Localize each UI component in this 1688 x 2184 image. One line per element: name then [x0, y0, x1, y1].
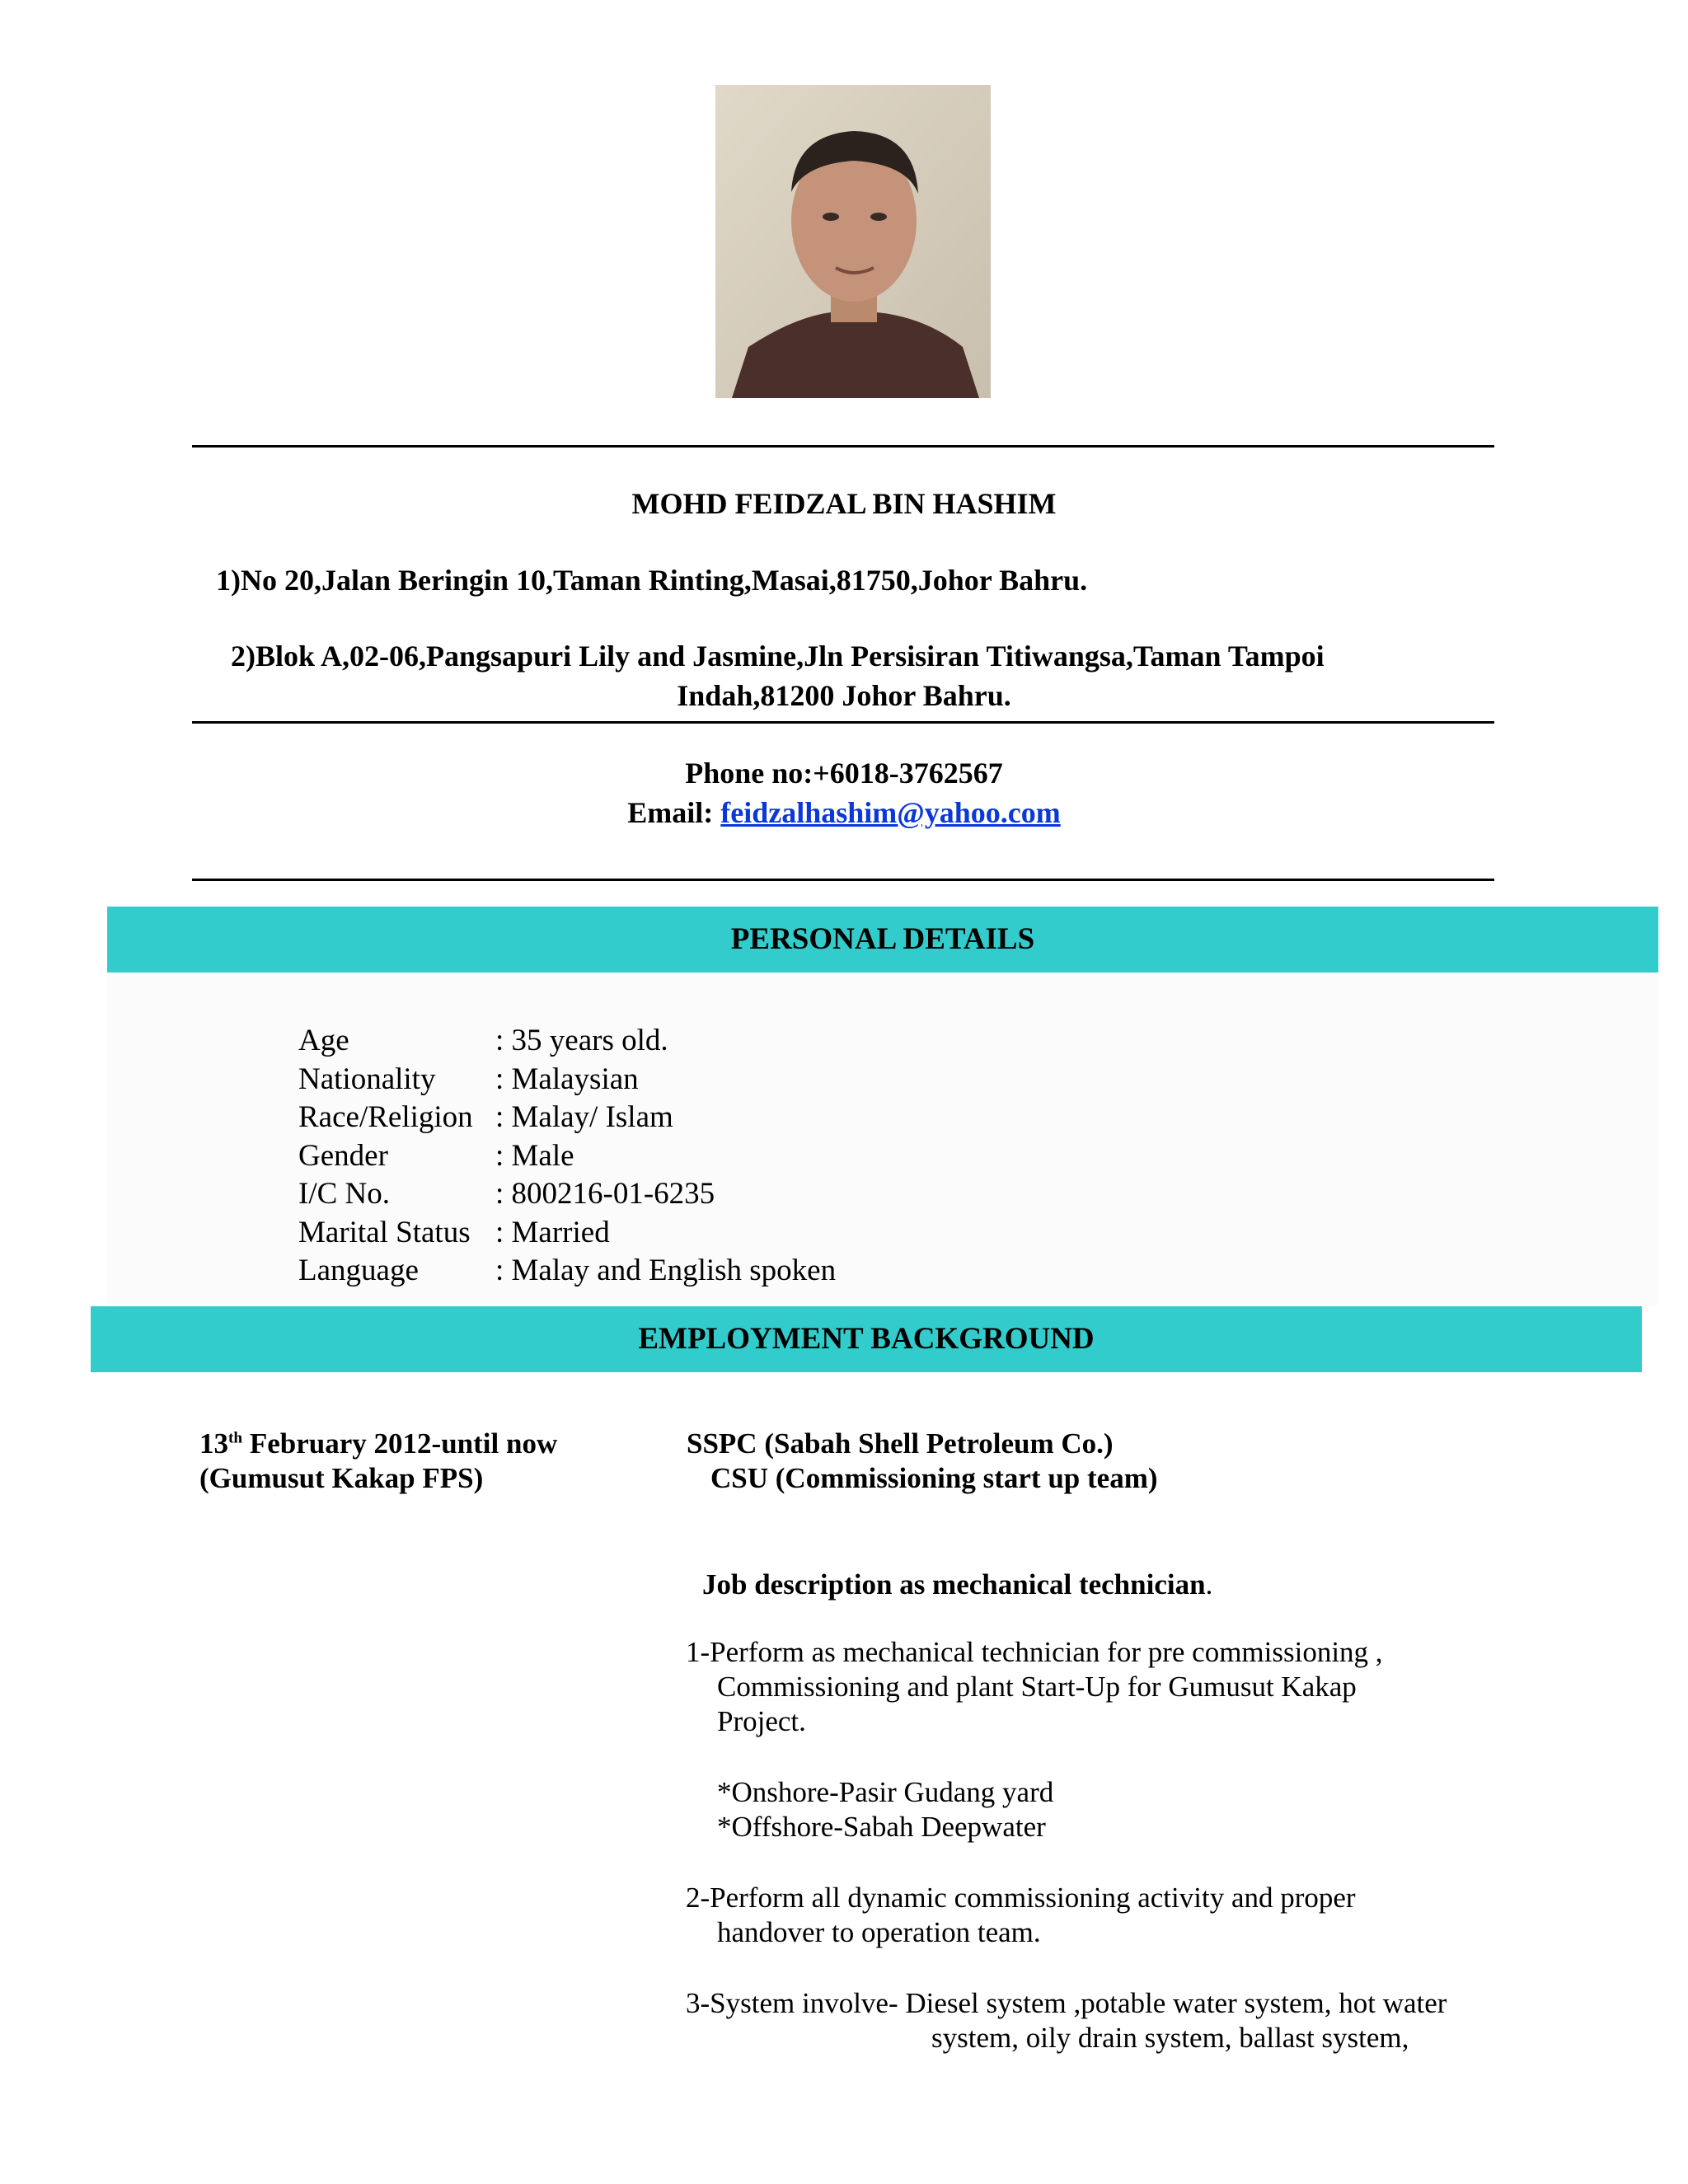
section-personal-details: PERSONAL DETAILS — [107, 907, 1658, 972]
duty-line: 1-Perform as mechanical technician for pre commissioning , — [686, 1636, 1383, 1668]
job-title-period: . — [1205, 1568, 1213, 1601]
address-2-line-1: 2)Blok A,02-06,Pangsapuri Lily and Jasmine,Jln Persisiran Titiwangsa,Taman Tampoi — [231, 640, 1325, 673]
employer-team: CSU (Commissioning start up team) — [710, 1462, 1158, 1494]
email-link[interactable]: feidzalhashim@yahoo.com — [720, 796, 1061, 829]
detail-value: : Malaysian — [495, 1062, 639, 1096]
detail-label: Language — [298, 1254, 419, 1287]
detail-label: I/C No. — [298, 1177, 390, 1211]
employment-date — [199, 1427, 557, 1460]
duty-line: *Offshore-Sabah Deepwater — [717, 1811, 1046, 1843]
detail-label: Race/Religion — [298, 1100, 473, 1134]
divider-top — [192, 445, 1494, 448]
duty-line: 3-System involve- Diesel system ,potable water system, hot water — [686, 1987, 1447, 2019]
detail-value: : Male — [495, 1138, 574, 1173]
detail-value: : 800216-01-6235 — [495, 1177, 715, 1211]
profile-photo — [715, 85, 991, 398]
phone-number: Phone no:+6018-3762567 — [685, 757, 1003, 790]
duty-line: Project. — [717, 1705, 806, 1737]
email-line — [0, 795, 1688, 830]
section-employment-background: EMPLOYMENT BACKGROUND — [91, 1306, 1642, 1372]
employer-company: SSPC (Sabah Shell Petroleum Co.) — [687, 1427, 1114, 1460]
portrait-photo-icon — [715, 85, 991, 398]
duty-line: *Onshore-Pasir Gudang yard — [717, 1776, 1054, 1808]
date-range: February 2012-until now — [242, 1427, 558, 1460]
employment-project: (Gumusut Kakap FPS) — [199, 1462, 484, 1494]
address-1: 1)No 20,Jalan Beringin 10,Taman Rinting,Masai,81750,Johor Bahru. — [216, 564, 1088, 597]
detail-label: Marital Status — [298, 1215, 471, 1249]
detail-value: : Married — [495, 1215, 610, 1249]
detail-value: : 35 years old. — [495, 1024, 668, 1057]
address-2-line-2: Indah,81200 Johor Bahru. — [677, 679, 1011, 712]
divider-address — [192, 721, 1494, 724]
detail-value: : Malay and English spoken — [495, 1254, 837, 1287]
detail-label: Gender — [298, 1138, 388, 1173]
detail-label: Age — [298, 1024, 349, 1057]
date-suffix: th — [228, 1429, 243, 1447]
job-title-text: Job description as mechanical technician — [702, 1568, 1206, 1601]
divider-contact — [192, 879, 1494, 881]
duty-line: handover to operation team. — [717, 1916, 1041, 1948]
detail-label: Nationality — [298, 1062, 436, 1096]
duty-line: system, oily drain system, ballast system, — [931, 2022, 1409, 2054]
candidate-name: MOHD FEIDZAL BIN HASHIM — [631, 487, 1057, 520]
job-title — [702, 1568, 1212, 1601]
date-day: 13 — [199, 1427, 228, 1460]
duty-line: Commissioning and plant Start-Up for Gumusut Kakap — [717, 1671, 1357, 1703]
detail-value: : Malay/ Islam — [495, 1100, 673, 1134]
email-label: Email: — [627, 796, 714, 829]
duty-line: 2-Perform all dynamic commissioning activity and proper — [686, 1882, 1356, 1914]
